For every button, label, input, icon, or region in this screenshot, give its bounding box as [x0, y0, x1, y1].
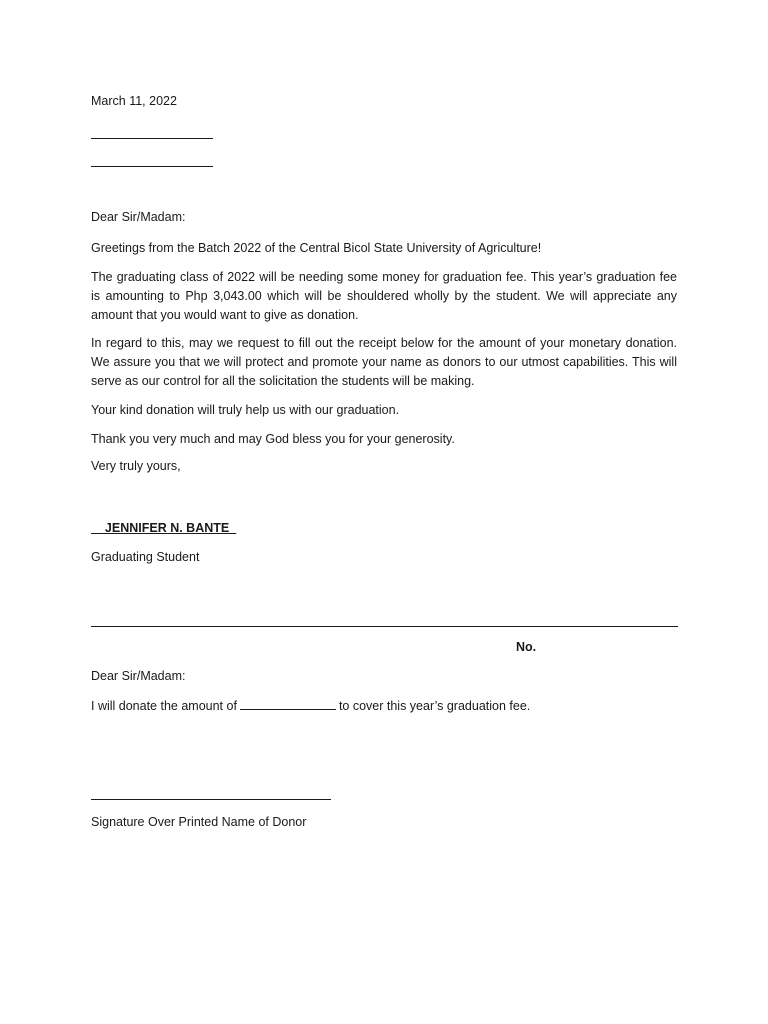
receipt-salutation: Dear Sir/Madam:	[91, 669, 186, 683]
recipient-name-line	[91, 138, 213, 139]
signature-label: Signature Over Printed Name of Donor	[91, 815, 307, 829]
donation-help-paragraph: Your kind donation will truly help us with our graduation.	[91, 403, 400, 417]
salutation: Dear Sir/Madam:	[91, 210, 186, 224]
request-paragraph: In regard to this, may we request to fill out the receipt below for the amount of your monetary donation. We assure you that we will protect and promote your name as donors to our utmost capabilities. This will serve as our control for all the solicitation the students will be making.	[91, 336, 677, 388]
donation-statement-after: to cover this year’s graduation fee.	[338, 699, 531, 713]
greeting-paragraph: Greetings from the Batch 2022 of the Central Bicol State University of Agriculture!	[91, 241, 542, 255]
cut-separator-line	[91, 626, 678, 627]
letter-date: March 11, 2022	[91, 94, 177, 108]
signer-name: __JENNIFER N. BANTE_	[91, 521, 237, 535]
donation-statement-before: I will donate the amount of	[91, 699, 237, 713]
donation-statement	[91, 698, 530, 713]
donor-signature-line	[91, 799, 331, 800]
recipient-address-line	[91, 166, 213, 167]
donation-amount-blank	[240, 698, 336, 710]
closing: Very truly yours,	[91, 459, 181, 473]
fee-paragraph: The graduating class of 2022 will be needing some money for graduation fee. This year’s graduation fee is amounting to Php 3,043.00 which will be shouldered wholly by the student. We will appreciate any amount that you would want to give as donation.	[91, 270, 677, 322]
receipt-number-label: No.	[516, 640, 537, 654]
signer-title: Graduating Student	[91, 550, 200, 564]
thank-you-paragraph: Thank you very much and may God bless you for your generosity.	[91, 432, 455, 446]
